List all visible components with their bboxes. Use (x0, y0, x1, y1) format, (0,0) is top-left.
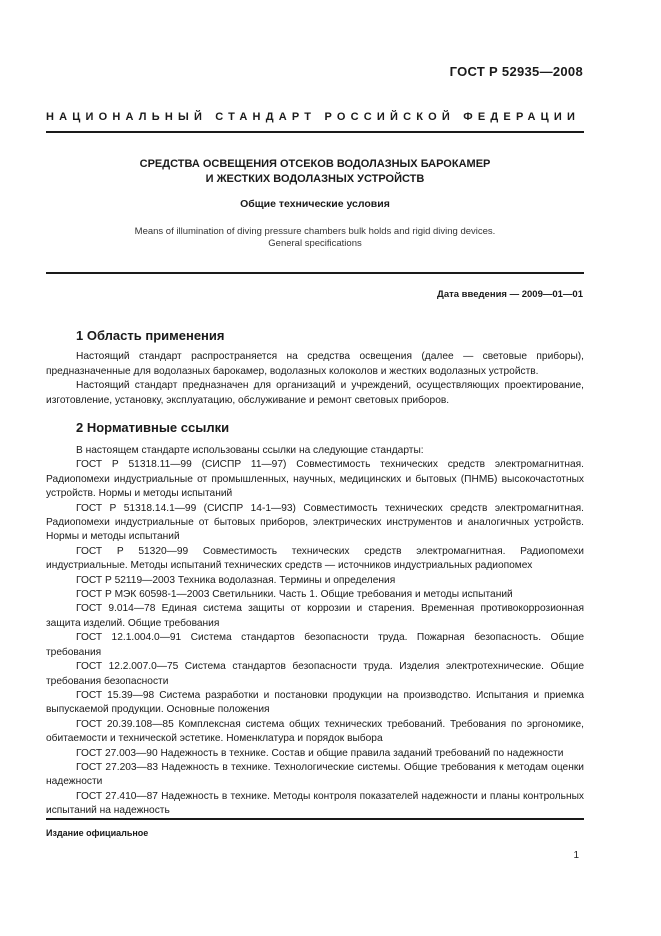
document-title-line1: СРЕДСТВА ОСВЕЩЕНИЯ ОТСЕКОВ ВОДОЛАЗНЫХ БАРОКАМЕР (139, 158, 491, 170)
paragraph: Настоящий стандарт распространяется на средства освещения (далее — световые приборы), предназначенные для водолазных барокамер, водолазных колоколов и жестких водолазных устройств. (46, 351, 584, 377)
document-subtitle: Общие технические условия (240, 198, 390, 210)
reference-item: ГОСТ Р МЭК 60598-1—2003 Светильники. Часть 1. Общие требования и методы испытаний (76, 589, 513, 601)
reference-item: ГОСТ 12.2.007.0—75 Система стандартов безопасности труда. Изделия электротехнические. Общие требования безопасности (46, 661, 584, 687)
reference-item: ГОСТ Р 51320—99 Совместимость технических средств электромагнитная. Радиопомехи индустриальные. Методы испытаний технических средств — источников индустриальных радиопомех (46, 545, 584, 572)
reference-item: ГОСТ Р 52119—2003 Техника водолазная. Термины и определения (76, 574, 396, 586)
footer-divider (46, 818, 584, 820)
page-number: 1 (573, 850, 579, 861)
reference-item: ГОСТ 27.410—87 Надежность в технике. Методы контроля показателей надежности и планы контрольных испытаний на надежность (46, 790, 584, 817)
standard-number: ГОСТ Р 52935—2008 (449, 64, 583, 79)
official-edition-label: Издание официальное (46, 828, 149, 838)
middle-divider (46, 272, 584, 274)
reference-item: ГОСТ Р 51318.11—99 (СИСПР 11—97) Совместимость технических средств электромагнитная. Радиопомехи индустриальные от промышленных, научных, медицинских и бытовых (ПНМБ) высокочастотных устройств. Нормы и методы испытаний (46, 459, 584, 500)
section-1-heading: 1 Область применения (76, 328, 225, 343)
section-2-heading: 2 Нормативные ссылки (76, 420, 230, 435)
english-title-line1: Means of illumination of diving pressure chambers bulk holds and rigid diving devices. (134, 226, 496, 237)
reference-item: ГОСТ 27.203—83 Надежность в технике. Технологические системы. Общие требования к методам оценки надежности (46, 761, 584, 788)
reference-item: ГОСТ 9.014—78 Единая система защиты от коррозии и старения. Временная противокоррозионная защита изделий. Общие требования (46, 603, 584, 629)
document-title-line2: И ЖЕСТКИХ ВОДОЛАЗНЫХ УСТРОЙСТВ (205, 173, 425, 185)
paragraph: Настоящий стандарт предназначен для организаций и учреждений, осуществляющих проектирование, изготовление, установку, эксплуатацию, обслуживание и ремонт световых приборов. (46, 380, 584, 406)
reference-item: ГОСТ Р 51318.14.1—99 (СИСПР 14-1—93) Совместимость технических средств электромагнитная. Радиопомехи индустриальные от бытовых приборов, электрических инструментов и аналогичных устройств. Нормы и методы испытаний (46, 502, 584, 543)
english-title (46, 226, 584, 250)
national-standard-heading: НАЦИОНАЛЬНЫЙ СТАНДАРТ РОССИЙСКОЙ ФЕДЕРАЦИИ (46, 111, 581, 123)
reference-item: В настоящем стандарте использованы ссылки на следующие стандарты: (76, 445, 424, 456)
introduction-date: Дата введения — 2009—01—01 (437, 289, 583, 300)
document-title (46, 157, 584, 187)
section-1-body (46, 350, 584, 408)
top-divider (46, 131, 584, 133)
reference-item: ГОСТ 15.39—98 Система разработки и постановки продукции на производство. Испытания и приемка выпускаемой продукции. Основные положения (46, 689, 584, 716)
english-title-line2: General specifications (268, 238, 362, 249)
normative-references-list (46, 444, 584, 819)
reference-item: ГОСТ 27.003—90 Надежность в технике. Состав и общие правила заданий требований по надежности (76, 747, 564, 759)
reference-item: ГОСТ 20.39.108—85 Комплексная система общих технических требований. Требования по эргономике, обитаемости и технической эстетике. Номенклатура и порядок выбора (46, 718, 584, 745)
reference-item: ГОСТ 12.1.004.0—91 Система стандартов безопасности труда. Пожарная безопасность. Общие требования (46, 632, 584, 658)
